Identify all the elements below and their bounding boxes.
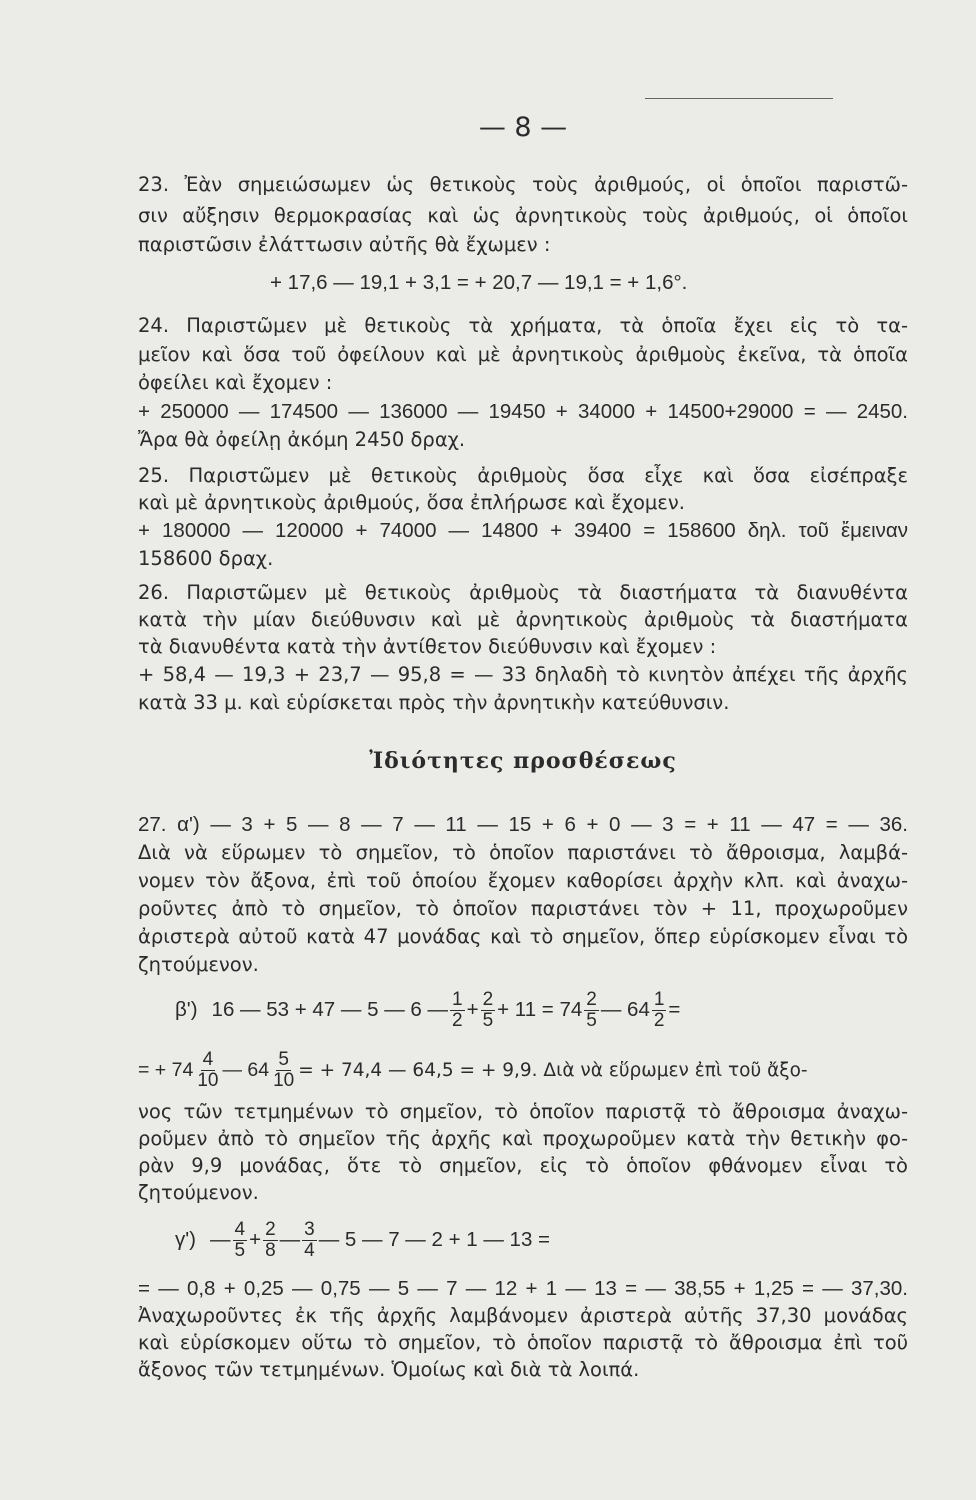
fraction-denominator: 10: [197, 1069, 219, 1091]
equation-line: 27. α') — 3 + 5 — 8 — 7 — 11 — 15 + 6 + 0 — 3 = + 11 — 47 = — 36.: [138, 813, 908, 836]
fraction-numerator: 2: [482, 988, 494, 1010]
fraction-numerator: 4: [202, 1048, 214, 1070]
beta-part3: — 64: [600, 998, 650, 1021]
equation-line: + 250000 — 174500 — 136000 — 19450 + 34000 + 14500+29000 = — 2450.: [138, 400, 908, 423]
text-line: σιν αὔξησιν θερμοκρασίας καὶ ὡς ἀρνητικοὺς τοὺς ἀριθμούς, οἱ ὁποῖοι: [138, 204, 908, 227]
fraction-denominator: 5: [482, 1009, 494, 1031]
beta2-rest: = + 74,4 — 64,5 = + 9,9. Διὰ νὰ εὕρωμεν ἐπὶ τοῦ ἄξο-: [298, 1059, 808, 1081]
text-line: καὶ μὲ ἀρνητικοὺς ἀριθμούς, ὅσα ἐπλήρωσε καὶ ἔχομεν.: [138, 491, 685, 514]
gamma-rest: — 5 — 7 — 2 + 1 — 13 =: [318, 1228, 551, 1251]
top-rule: [645, 98, 833, 99]
text-line: 26. Παριστῶμεν μὲ θετικοὺς ἀριθμοὺς τὰ διαστήματα τὰ διανυθέντα: [138, 581, 908, 604]
text-line: μεῖον καὶ ὅσα τοῦ ὀφείλουν καὶ μὲ ἀρνητικοὺς ἀριθμοὺς ἐκεῖνα, τὰ ὁποῖα: [138, 343, 908, 366]
text-line: 25. Παριστῶμεν μὲ θετικοὺς ἀριθμοὺς ὅσα εἶχε καὶ ὅσα εἰσέπραξε: [138, 464, 908, 487]
fraction: [302, 1220, 317, 1261]
fraction-numerator: 3: [304, 1218, 315, 1240]
equation-beta: [175, 986, 895, 1034]
text-line: 23. Ἐὰν σημειώσωμεν ὡς θετικοὺς τοὺς ἀριθμούς, οἱ ὁποῖοι παριστῶ-: [138, 173, 908, 196]
beta-op: +: [466, 998, 479, 1021]
text-line: κατὰ τὴν μίαν διεύθυνσιν καὶ μὲ ἀρνητικοὺς ἀριθμοὺς τὰ διαστήματα: [138, 608, 908, 631]
gamma-pre: —: [210, 1228, 231, 1251]
text-line: παριστῶσιν ἐλάττωσιν αὐτῆς θὰ ἔχωμεν :: [138, 233, 551, 256]
beta2-mid: — 64: [222, 1058, 270, 1081]
text-line: 158600 δραχ.: [138, 547, 274, 570]
beta-label: β'): [175, 998, 198, 1021]
text-line: ζητούμενον.: [138, 953, 259, 976]
fraction-denominator: 8: [265, 1239, 276, 1261]
beta-end: =: [668, 998, 681, 1021]
fraction-numerator: 5: [278, 1048, 289, 1070]
equation-beta-continued: [138, 1046, 908, 1094]
fraction-denominator: 5: [586, 1009, 597, 1031]
gamma-label: γ'): [175, 1228, 196, 1251]
equation-line: = — 0,8 + 0,25 — 0,75 — 5 — 7 — 12 + 1 — 13 = — 38,55 + 1,25 = — 37,30.: [138, 1277, 908, 1300]
text-line: ἄξονος τῶν τετμημένων. Ὁμοίως καὶ διὰ τὰ λοιπά.: [138, 1358, 640, 1381]
fraction-numerator: 2: [586, 988, 597, 1010]
beta-part1: 16 — 53 + 47 — 5 — 6 —: [211, 998, 448, 1021]
fraction: [450, 990, 465, 1031]
gamma-op: —: [279, 1228, 301, 1251]
text-line: Ἀναχωροῦντες ἐκ τῆς ἀρχῆς λαμβάνομεν ἀριστερὰ αὐτῆς 37,30 μονάδας: [138, 1304, 908, 1327]
fraction-denominator: 10: [273, 1069, 295, 1091]
text-line: νομεν τὸν ἄξονα, ἐπὶ τοῦ ὁποίου ἔχομεν καθορίσει ἀρχὴν κλπ. καὶ ἀναχω-: [138, 869, 908, 892]
text-line: τὰ διανυθέντα κατὰ τὴν ἀντίθετον διεύθυνσιν καὶ ἔχομεν :: [138, 635, 717, 658]
text-line: ἀριστερὰ αὐτοῦ κατὰ 47 μονάδας καὶ τὸ σημεῖον, ὅπερ εὑρίσκομεν εἶναι τὸ: [138, 925, 908, 948]
fraction: [652, 990, 667, 1031]
text-line: 24. Παριστῶμεν μὲ θετικοὺς τὰ χρήματα, τὰ ὁποῖα ἔχει εἰς τὸ τα-: [138, 314, 908, 337]
fraction: [271, 1050, 296, 1091]
equation-line: + 180000 — 120000 + 74000 — 14800 + 39400 = 158600 δηλ. τοῦ ἔμειναν: [138, 519, 908, 542]
fraction-numerator: 4: [234, 1218, 246, 1240]
fraction-numerator: 2: [265, 1218, 276, 1240]
gamma-op: +: [249, 1228, 262, 1251]
fraction-numerator: 1: [653, 988, 665, 1010]
fraction-denominator: 2: [452, 1009, 463, 1031]
fraction-denominator: 4: [304, 1239, 315, 1261]
fraction: [584, 990, 599, 1031]
equation-gamma: [175, 1214, 895, 1266]
fraction: [481, 990, 496, 1031]
text-line: νος τῶν τετμημένων τὸ σημεῖον, τὸ ὁποῖον παριστᾷ τὸ ἄθροισμα ἀναχω-: [138, 1100, 908, 1123]
text-line: κατὰ 33 μ. καὶ εὑρίσκεται πρὸς τὴν ἀρνητικὴν κατεύθυνσιν.: [138, 691, 730, 714]
fraction-denominator: 2: [653, 1009, 665, 1031]
text-line: ρὰν 9,9 μονάδας, ὅτε τὸ σημεῖον, εἰς τὸ ὁποῖον φθάνομεν εἶναι τὸ: [138, 1154, 908, 1177]
fraction: [195, 1050, 220, 1091]
page-number: — 8 —: [478, 112, 568, 143]
text-line: Ἄρα θὰ ὀφείλῃ ἀκόμη 2450 δραχ.: [138, 428, 466, 451]
text-line: ροῦμεν ἀπὸ τὸ σημεῖον τῆς ἀρχῆς καὶ προχωροῦμεν κατὰ τὴν θετικὴν φο-: [138, 1127, 908, 1150]
fraction-denominator: 5: [234, 1239, 246, 1261]
fraction: [263, 1220, 278, 1261]
text-line: καὶ εὑρίσκομεν οὕτω τὸ σημεῖον, τὸ ὁποῖον παριστᾷ τὸ ἄθροισμα ἐπὶ τοῦ: [138, 1331, 908, 1354]
text-line: ζητούμενον.: [138, 1181, 259, 1204]
text-line: ροῦντες ἀπὸ τὸ σημεῖον, τὸ ὁποῖον παριστάνει τὸν + 11, προχωροῦμεν: [138, 897, 908, 920]
text-line: ὀφείλει καὶ ἔχομεν :: [138, 371, 333, 394]
section-heading: Ἰδιότητες προσθέσεως: [369, 748, 677, 774]
text-line: Διὰ νὰ εὕρωμεν τὸ σημεῖον, τὸ ὁποῖον παριστάνει τὸ ἄθροισμα, λαμβά-: [138, 841, 908, 864]
fraction: [233, 1220, 248, 1261]
fraction-numerator: 1: [452, 988, 463, 1010]
beta2-start: = + 74: [138, 1058, 194, 1081]
text-line: + 58,4 — 19,3 + 23,7 — 95,8 = — 33 δηλαδὴ τὸ κινητὸν ἀπέχει τῆς ἀρχῆς: [138, 663, 908, 686]
beta-part2: + 11 = 74: [497, 998, 583, 1021]
equation-line: + 17,6 — 19,1 + 3,1 = + 20,7 — 19,1 = + 1,6°.: [270, 271, 688, 294]
